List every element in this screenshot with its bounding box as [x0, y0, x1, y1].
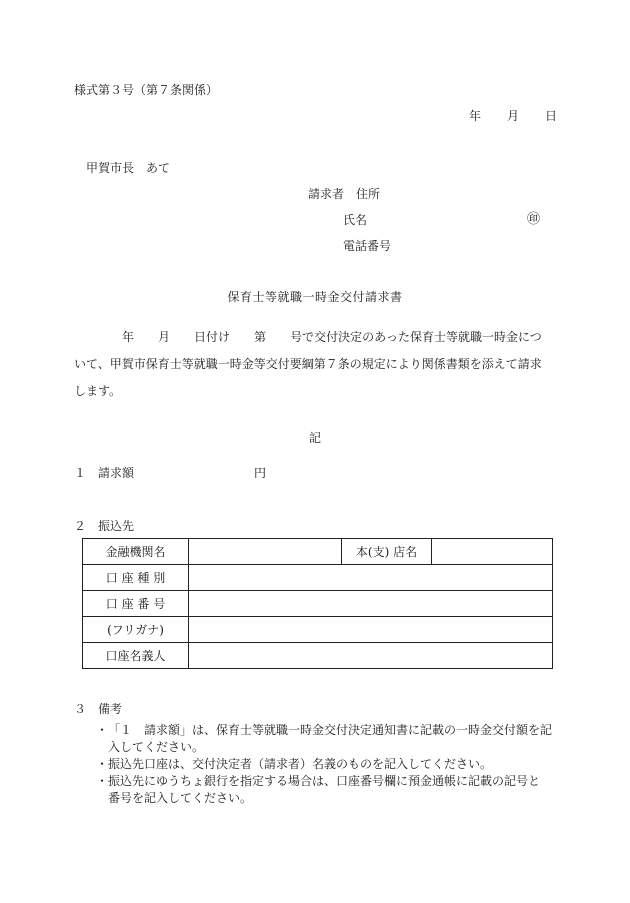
statement-line-2: いて、甲賀市保育士等就職一時金等交付要綱第７条の規定により関係書類を添えて請求: [74, 357, 542, 371]
statement-month: 月: [158, 330, 171, 344]
remarks-label: ３ 備考: [74, 702, 123, 716]
remark-3-line-1: 振込先にゆうちょ銀行を指定する場合は、口座番号欄に預金通帳に記載の記号と: [108, 774, 541, 788]
list-item: [96, 722, 560, 756]
addressee: 甲賀市長 あて: [86, 161, 171, 175]
name-field-label: 氏名: [343, 213, 368, 227]
request-statement: [74, 324, 558, 405]
remark-1-line-2: 入してください。: [108, 740, 205, 754]
statement-line1-text: 号で交付決定のあった保育士等就職一時金につ: [290, 330, 542, 344]
table-row-institution: [83, 539, 553, 565]
list-item: [96, 773, 560, 807]
phone-field-label: 電話番号: [343, 239, 392, 253]
transfer-destination-label: ２ 振込先: [74, 519, 135, 533]
account-holder-input[interactable]: [189, 643, 553, 669]
bullet-icon: ・: [96, 723, 109, 737]
table-row-account-type: [83, 565, 553, 591]
branch-label: 本(支) 店名: [342, 539, 432, 565]
remark-1-line-1: 「１ 請求額」は、保育士等就職一時金交付決定通知書に記載の一時金交付額を記: [108, 723, 553, 737]
document-title: 保育士等就職一時金交付請求書: [227, 290, 403, 304]
table-row-account-number: [83, 591, 553, 617]
remark-3-line-2: 番号を記入してください。: [108, 791, 253, 805]
branch-input[interactable]: [432, 539, 553, 565]
remarks-list: [96, 722, 560, 807]
statement-line-1: [74, 324, 558, 351]
list-item: [96, 756, 560, 773]
statement-year: 年: [122, 330, 135, 344]
account-holder-label: 口座名義人: [83, 643, 189, 669]
account-number-input[interactable]: [189, 591, 553, 617]
date-year-label: 年: [469, 109, 482, 123]
bank-account-table: [82, 538, 553, 669]
address-field-label: 住所: [356, 187, 381, 201]
claim-amount-unit: 円: [254, 466, 267, 480]
seal-mark: ㊞: [527, 212, 541, 227]
bullet-icon: ・: [96, 774, 109, 788]
table-row-holder: [83, 643, 553, 669]
institution-input[interactable]: [189, 539, 342, 565]
remark-2-line-1: 振込先口座は、交付決定者（請求者）名義のものを記入してください。: [108, 757, 493, 771]
account-number-label: 口 座 番 号: [83, 591, 189, 617]
date-month-label: 月: [507, 109, 520, 123]
bullet-icon: ・: [96, 757, 109, 771]
form-number: 様式第３号（第７条関係）: [74, 83, 219, 97]
claim-amount-label: １ 請求額: [74, 466, 135, 480]
date-day-label: 日: [545, 109, 558, 123]
furigana-input[interactable]: [189, 617, 553, 643]
statement-number-prefix: 第: [254, 330, 267, 344]
account-type-input[interactable]: [189, 565, 553, 591]
statement-line-3: します。: [74, 384, 122, 398]
ki-heading: 記: [308, 431, 321, 445]
claimant-label: 請求者: [308, 187, 345, 201]
account-type-label: 口 座 種 別: [83, 565, 189, 591]
table-row-furigana: [83, 617, 553, 643]
statement-dated: 日付け: [194, 330, 231, 344]
furigana-label: (フリガナ): [83, 617, 189, 643]
institution-label: 金融機関名: [83, 539, 189, 565]
